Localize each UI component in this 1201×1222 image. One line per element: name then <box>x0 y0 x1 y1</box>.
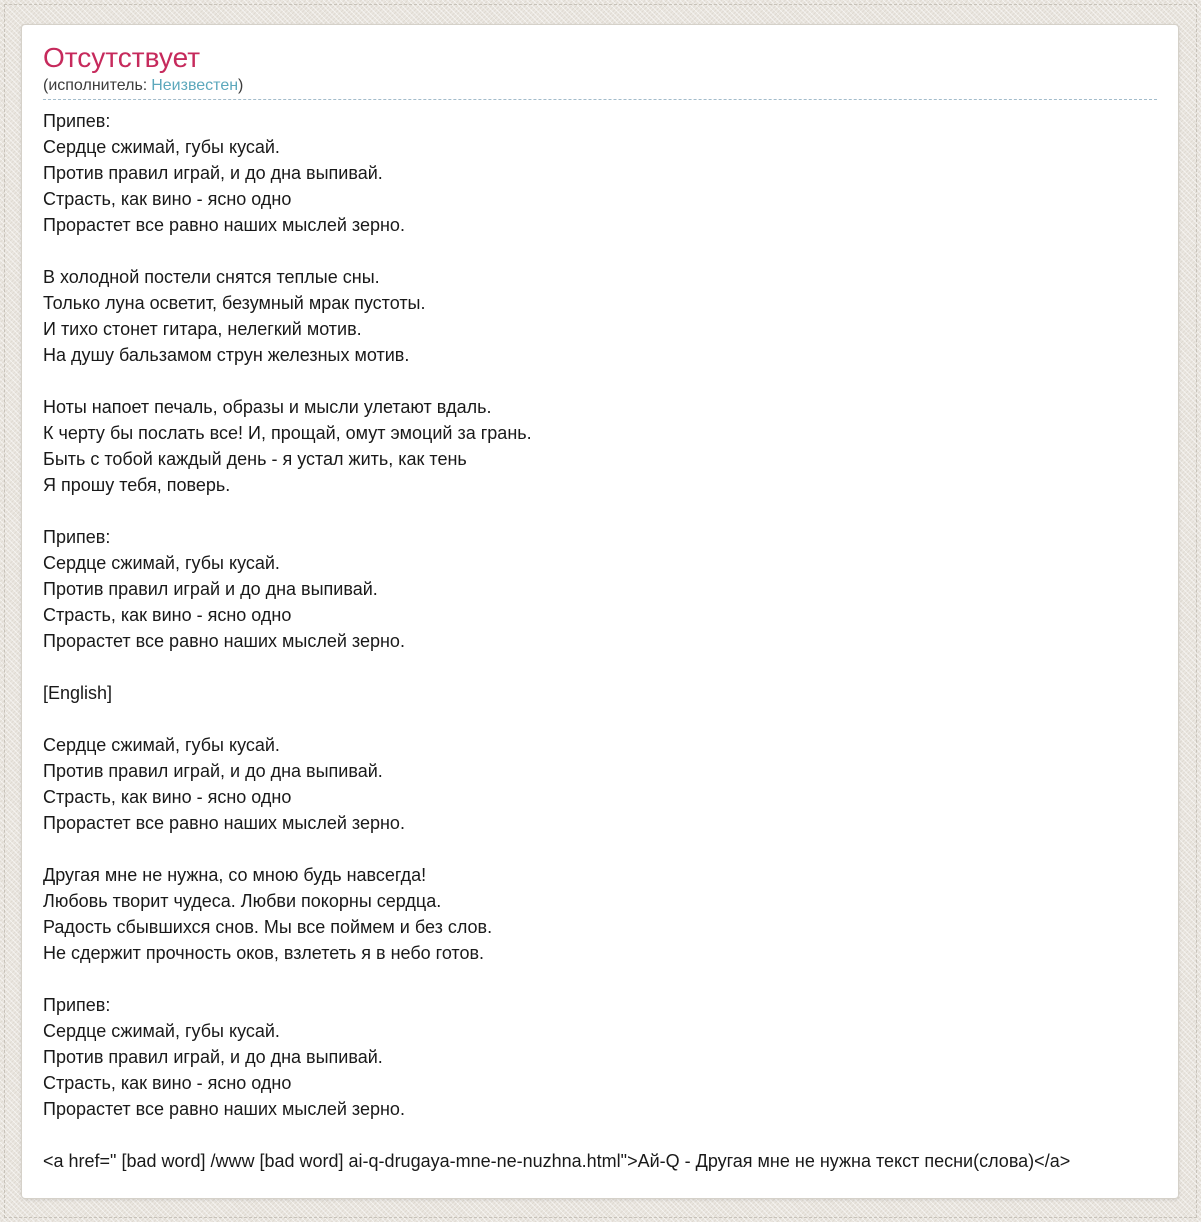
artist-label: (исполнитель: <box>43 77 148 94</box>
lyric-line <box>43 706 1157 732</box>
lyric-line <box>43 836 1157 862</box>
lyric-line: В холодной постели снятся теплые сны. <box>43 267 380 287</box>
lyric-line: Страсть, как вино - ясно одно <box>43 1073 292 1093</box>
lyric-line: Против правил играй, и до дна выпивай. <box>43 1047 383 1067</box>
lyric-line: Припев: <box>43 527 111 547</box>
lyric-line: Против правил играй, и до дна выпивай. <box>43 163 383 183</box>
lyric-line: Только луна осветит, безумный мрак пустоты. <box>43 293 426 313</box>
lyric-line: Прорастет все равно наших мыслей зерно. <box>43 631 405 651</box>
lyric-line <box>43 966 1157 992</box>
lyric-line: Ноты напоет печаль, образы и мысли улетают вдаль. <box>43 397 492 417</box>
artist-suffix: ) <box>238 77 244 94</box>
lyric-line: Любовь творит чудеса. Любви покорны сердца. <box>43 891 442 911</box>
lyrics-text <box>43 108 1157 1148</box>
lyric-line: Против правил играй, и до дна выпивай. <box>43 761 383 781</box>
lyric-line: Другая мне не нужна, со мною будь навсегда! <box>43 865 427 885</box>
lyric-line: Прорастет все равно наших мыслей зерно. <box>43 813 405 833</box>
lyric-line: Против правил играй и до дна выпивай. <box>43 579 378 599</box>
lyric-line: Сердце сжимай, губы кусай. <box>43 553 280 573</box>
lyric-line: Страсть, как вино - ясно одно <box>43 189 292 209</box>
artist-link[interactable]: Неизвестен <box>151 77 239 94</box>
lyric-line: Прорастет все равно наших мыслей зерно. <box>43 215 405 235</box>
lyric-line: Прорастет все равно наших мыслей зерно. <box>43 1099 405 1119</box>
lyric-line: Сердце сжимай, губы кусай. <box>43 735 280 755</box>
lyrics-card <box>21 24 1179 1199</box>
lyric-line <box>43 498 1157 524</box>
lyric-line: Страсть, как вино - ясно одно <box>43 787 292 807</box>
lyric-line: К черту бы послать все! И, прощай, омут эмоций за грань. <box>43 423 532 443</box>
lyric-line: Радость сбывшихся снов. Мы все поймем и без слов. <box>43 917 493 937</box>
lyric-line: Сердце сжимай, губы кусай. <box>43 137 280 157</box>
lyric-line <box>43 1122 1157 1148</box>
footer-link-code: <a href=" [bad word] /www [bad word] ai-q-drugaya-mne-ne-nuzhna.html">Ай-Q - Другая мне не нужна текст песни(слова)</a> <box>43 1151 1071 1171</box>
lyric-line <box>43 368 1157 394</box>
lyric-line: На душу бальзамом струн железных мотив. <box>43 345 410 365</box>
lyric-line: Припев: <box>43 995 111 1015</box>
lyric-line: [English] <box>43 683 113 703</box>
lyric-line: И тихо стонет гитара, нелегкий мотив. <box>43 319 362 339</box>
lyric-line: Быть с тобой каждый день - я устал жить, как тень <box>43 449 467 469</box>
lyric-line <box>43 238 1157 264</box>
lyric-line: Припев: <box>43 111 111 131</box>
lyric-line <box>43 654 1157 680</box>
artist-row <box>43 76 1157 100</box>
song-title: Отсутствует <box>43 42 201 73</box>
lyric-line: Я прошу тебя, поверь. <box>43 475 231 495</box>
lyric-line: Страсть, как вино - ясно одно <box>43 605 292 625</box>
lyric-line: Сердце сжимай, губы кусай. <box>43 1021 280 1041</box>
lyric-line: Не сдержит прочность оков, взлететь я в небо готов. <box>43 943 485 963</box>
